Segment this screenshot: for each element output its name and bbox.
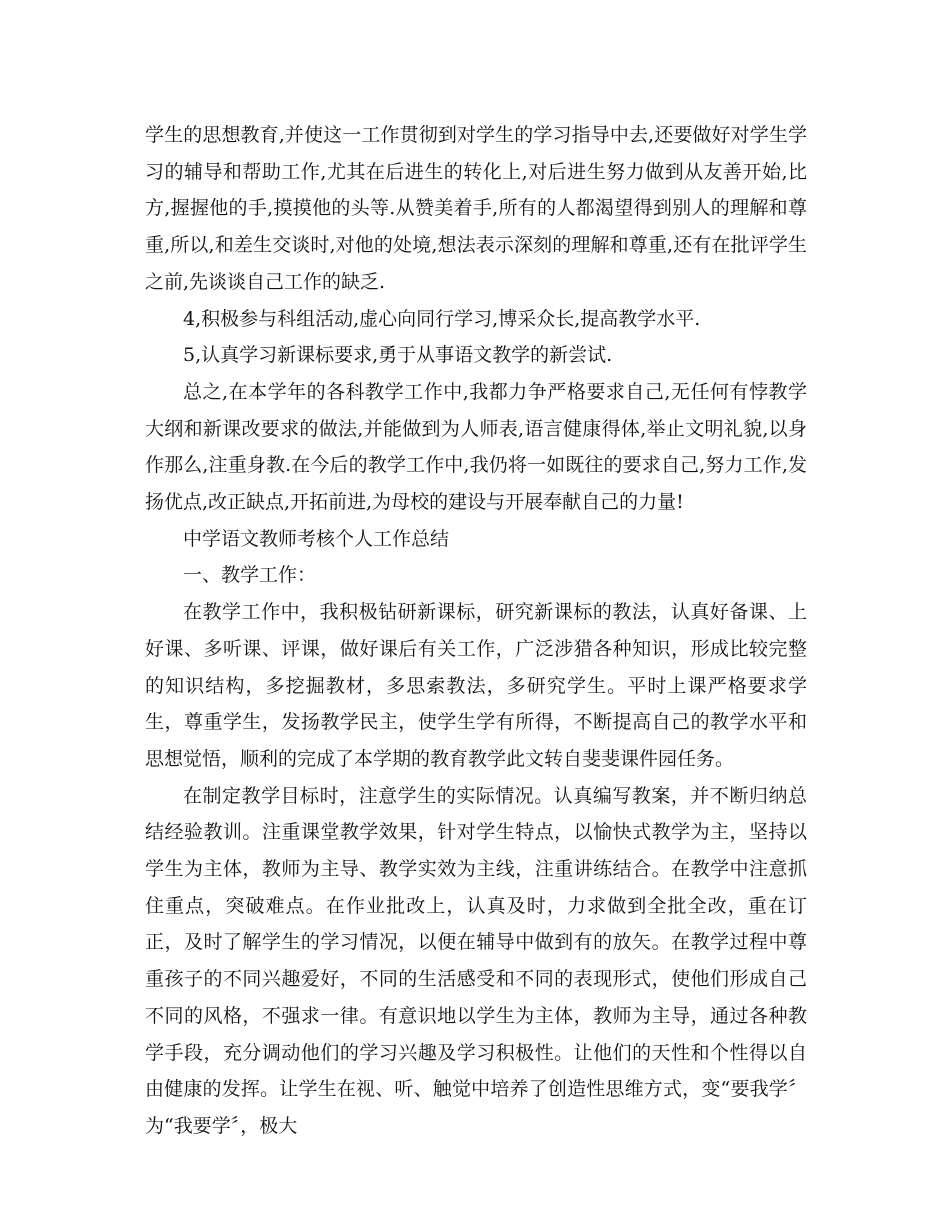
subsection-heading: 一、教学工作： [183, 564, 317, 587]
paragraph-4: 总之,在本学年的各科教学工作中,我都力争严格要求自己,无任何有悖教学大纲和新课改要求的做法,并能做到为人师表,语言健康得体,举止文明礼貌,以身作那么,注重身教.在今后的教学工作中,我仍将一如既往的要求自己,努力工作,发扬优点,改正缺点,开拓前进,为母校的建设与开展奉献自己的力量! [145, 380, 807, 514]
paragraph-1: 学生的思想教育,并使这一工作贯彻到对学生的学习指导中去,还要做好对学生学习的辅导和帮助工作,尤其在后进生的转化上,对后进生努力做到从友善开始,比方,握握他的手,摸摸他的头等.从赞美着手,所有的人都渴望得到别人的理解和尊重,所以,和差生交谈时,对他的处境,想法表示深刻的理解和尊重,还有在批评学生之前,先谈谈自己工作的缺乏. [145, 124, 807, 293]
paragraph-8: 在制定教学目标时，注意学生的实际情况。认真编写教案，并不断归纳总结经验教训。注重课堂教学效果，针对学生特点，以愉快式教学为主，坚持以学生为主体，教师为主导、教学实效为主线，注重讲练结合。在教学中注意抓住重点，突破难点。在作业批改上，认真及时，力求做到全批全改，重在订正，及时了解学生的学习情况，以便在辅导中做到有的放矢。在教学过程中尊重孩子的不同兴趣爱好，不同的生活感受和不同的表现形式，使他们形成自己不同的风格，不强求一律。有意识地以学生为主体，教师为主导，通过各种教学手段，充分调动他们的学习兴趣及学习积极性。让他们的天性和个性得以自由健康的发挥。让学生在视、听、触觉中培养了创造性思维方式，变“要我学〞为“我要学〞，极大 [145, 784, 807, 1137]
section-title: 中学语文教师考核个人工作总结 [183, 527, 450, 550]
paragraph-2: 4,积极参与科组活动,虚心向同行学习,博采众长,提高教学水平. [183, 307, 701, 330]
document-body [145, 117, 807, 1145]
paragraph-3: 5,认真学习新课标要求,勇于从事语文教学的新尝试. [183, 344, 613, 367]
paragraph-7: 在教学工作中，我积极钻研新课标，研究新课标的教法，认真好备课、上好课、多听课、评课，做好课后有关工作，广泛涉猎各种知识，形成比较完整的知识结构，多挖掘教材，多思索教法，多研究学生。平时上课严格要求学生，尊重学生，发扬教学民主，使学生学有所得，不断提高自己的教学水平和思想觉悟，顺利的完成了本学期的教育教学此文转自斐斐课件园任务。 [145, 601, 807, 770]
